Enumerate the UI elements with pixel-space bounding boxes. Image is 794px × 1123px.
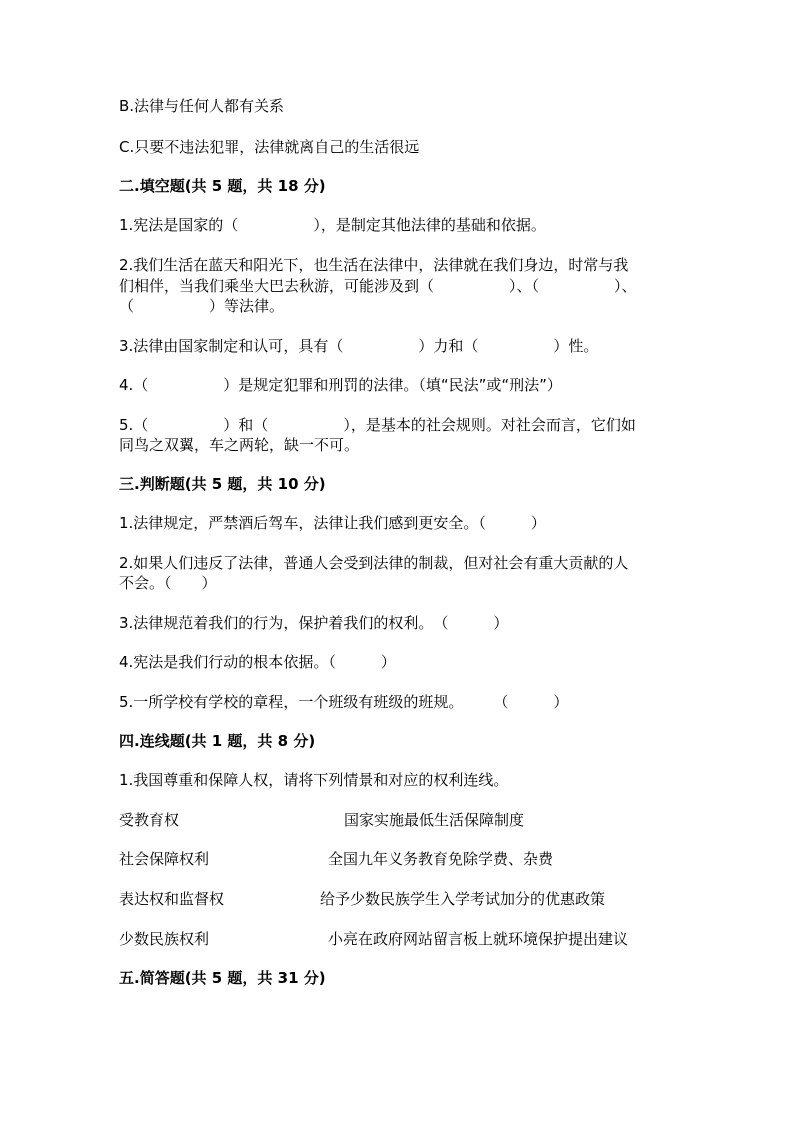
option-c: C.只要不违法犯罪，法律就离自己的生活很远 xyxy=(119,138,420,156)
judge-question-3: 3.法律规范着我们的行为，保护着我们的权利。 （ ） xyxy=(119,614,509,632)
match-right-item: 国家实施最低生活保障制度 xyxy=(344,811,525,829)
match-left-item: 社会保障权利 xyxy=(119,850,210,868)
match-left-item: 表达权和监督权 xyxy=(119,890,225,908)
fill-question-1: 1.宪法是国家的（ ），是制定其他法律的基础和依据。 xyxy=(119,216,546,234)
match-left-item: 少数民族权利 xyxy=(119,930,210,948)
option-b: B.法律与任何人都有关系 xyxy=(119,97,285,115)
fill-question-2-line1: 2.我们生活在蓝天和阳光下，也生活在法律中，法律就在我们身边，时常与我 xyxy=(119,256,629,274)
judge-question-2-line2: 不会。（ ） xyxy=(119,574,217,592)
judge-question-1: 1.法律规定，严禁酒后驾车，法律让我们感到更安全。（ ） xyxy=(119,514,546,532)
fill-question-2-line2: 们相伴，当我们乘坐大巴去秋游，可能涉及到（ ）、（ ）、 xyxy=(119,277,637,295)
match-right-item: 小亮在政府网站留言板上就环境保护提出建议 xyxy=(328,930,629,948)
fill-question-5-line2: 同鸟之双翼，车之两轮，缺一不可。 xyxy=(119,436,360,454)
match-left-item: 受教育权 xyxy=(119,811,180,829)
section5-heading: 五.简答题(共 5 题，共 31 分) xyxy=(119,969,326,987)
fill-question-4: 4.（ ）是规定犯罪和刑罚的法律。（填“民法”或“刑法”） xyxy=(119,376,562,394)
fill-question-2-line3: （ ）等法律。 xyxy=(119,297,285,315)
match-right-item: 全国九年义务教育免除学费、杂费 xyxy=(328,850,554,868)
judge-question-4: 4.宪法是我们行动的根本依据。（ ） xyxy=(119,653,396,671)
match-question-1: 1.我国尊重和保障人权，请将下列情景和对应的权利连线。 xyxy=(119,771,509,789)
judge-question-2-line1: 2.如果人们违反了法律，普通人会受到法律的制裁，但对社会有重大贡献的人 xyxy=(119,554,629,572)
section2-heading: 二.填空题(共 5 题，共 18 分) xyxy=(119,177,326,195)
section3-heading: 三.判断题(共 5 题，共 10 分) xyxy=(119,475,326,493)
section4-heading: 四.连线题(共 1 题，共 8 分) xyxy=(119,732,316,750)
fill-question-5-line1: 5.（ ）和（ ），是基本的社会规则。对社会而言，它们如 xyxy=(119,416,636,434)
fill-question-3: 3.法律由国家制定和认可，具有（ ）力和（ ）性。 xyxy=(119,337,599,355)
judge-question-5: 5.一所学校有学校的章程，一个班级有班级的班规。 （ ） xyxy=(119,693,569,711)
match-right-item: 给予少数民族学生入学考试加分的优惠政策 xyxy=(320,890,606,908)
